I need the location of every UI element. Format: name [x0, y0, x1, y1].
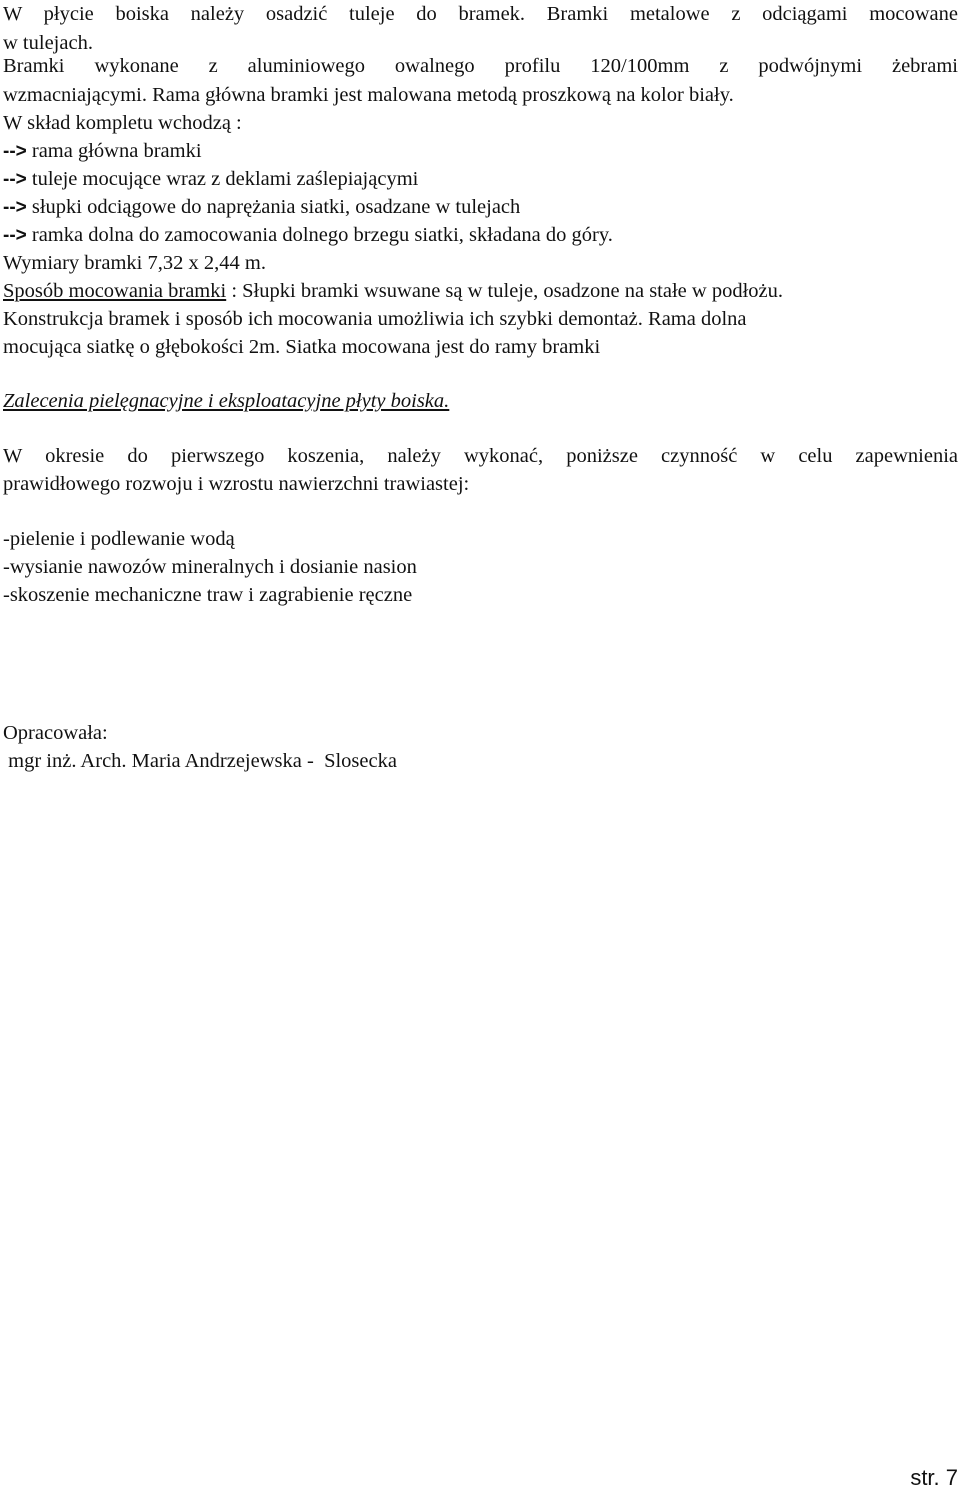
construction-line-2: mocująca siatkę o głębokości 2m. Siatka mocowana jest do ramy bramki: [3, 336, 601, 358]
mounting-label: Sposób mocowania bramki: [3, 280, 227, 302]
arrow-marker: -->: [3, 141, 27, 162]
author-name: mgr inż. Arch. Maria Andrzejewska - Slosecka: [3, 750, 397, 772]
kit-title: W skład kompletu wchodzą :: [3, 112, 242, 134]
goal-dimensions: Wymiary bramki 7,32 x 2,44 m.: [3, 252, 266, 274]
intro-line-1: W płycie boiska należy osadzić tuleje do bramek. Bramki metalowe z odciągami mocowane: [3, 3, 958, 25]
kit-item-text: tuleje mocujące wraz z deklami zaślepiającymi: [31, 168, 419, 190]
kit-item: [3, 193, 958, 222]
mounting-text: : Słupki bramki wsuwane są w tuleje, osadzone na stałe w podłożu.: [226, 280, 783, 302]
kit-item: [3, 137, 958, 166]
arrow-marker: -->: [3, 197, 27, 218]
kit-item-text: rama główna bramki: [31, 140, 202, 162]
kit-item: [3, 165, 958, 194]
construction-line-1: Konstrukcja bramek i sposób ich mocowania umożliwia ich szybki demontaż. Rama dolna: [3, 308, 747, 330]
care-task: -wysianie nawozów mineralnych i dosianie nasion: [3, 556, 417, 578]
page-number: str. 7: [910, 1465, 958, 1490]
section-heading: Zalecenia pielęgnacyjne i eksploatacyjne płyty boiska.: [3, 390, 450, 412]
care-task: -pielenie i podlewanie wodą: [3, 528, 235, 550]
intro-line-3: Bramki wykonane z aluminiowego owalnego profilu 120/100mm z podwójnymi żebrami: [3, 55, 958, 77]
care-task: -skoszenie mechaniczne traw i zagrabienie ręczne: [3, 584, 413, 606]
kit-item-text: słupki odciągowe do naprężania siatki, osadzane w tulejach: [31, 196, 521, 218]
care-intro-line-2: prawidłowego rozwoju i wzrostu nawierzchni trawiastej:: [3, 473, 470, 495]
intro-line-4: wzmacniającymi. Rama główna bramki jest malowana metodą proszkową na kolor biały.: [3, 84, 734, 106]
arrow-marker: -->: [3, 225, 27, 246]
intro-line-2: w tulejach.: [3, 32, 93, 54]
author-label: Opracowała:: [3, 722, 108, 744]
kit-item-text: ramka dolna do zamocowania dolnego brzegu siatki, składana do góry.: [31, 224, 613, 246]
arrow-marker: -->: [3, 169, 27, 190]
mounting-method: [3, 277, 958, 306]
kit-item: [3, 221, 958, 250]
care-intro-line-1: W okresie do pierwszego koszenia, należy wykonać, poniższe czynność w celu zapewnienia: [3, 445, 958, 467]
